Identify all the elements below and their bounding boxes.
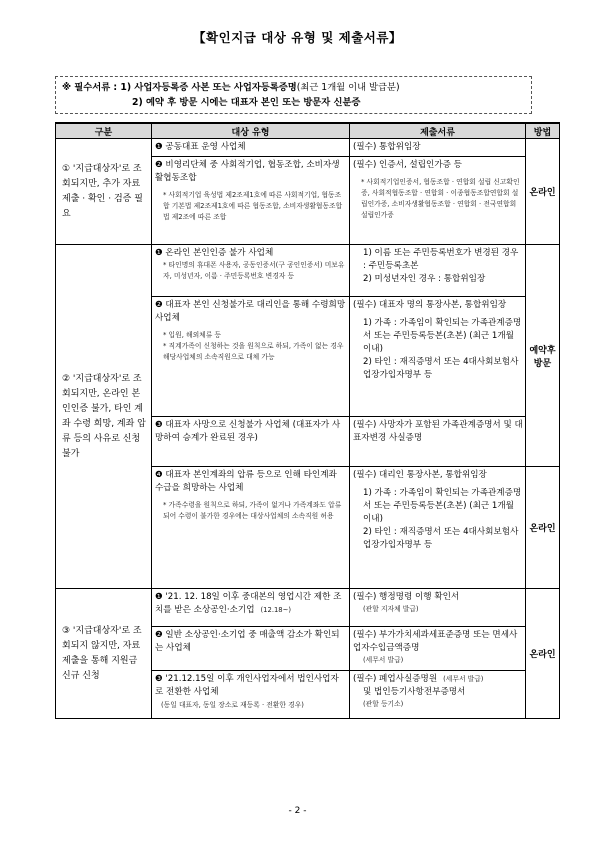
group1-row1-type bbox=[152, 139, 350, 157]
group2-row1-type bbox=[152, 245, 350, 297]
doc-label: (필수) 통합위임장 bbox=[353, 142, 421, 152]
required-documents-box bbox=[55, 76, 532, 114]
page-title: 【확인지급 대상 유형 및 제출서류】 bbox=[193, 30, 402, 45]
group2-category: ② '지급대상자'로 조회되지만, 온라인 본인인증 불가, 타인 계좌 수령 희망, 계좌 압류 등의 사유로 신청 불가 bbox=[56, 245, 152, 589]
group3-row2-type bbox=[152, 627, 350, 671]
group2-row2-doc bbox=[350, 297, 526, 417]
group3-method: 온라인 bbox=[526, 589, 560, 719]
header-category: 구분 bbox=[56, 123, 152, 139]
type-note: * 사회적기업 육성법 제2조제1호에 따른 사회적기업, 협동조합 기본법 제2조제1호에 따른 협동조합, 소비자생활협동조합법 제2조에 따른 조합 bbox=[163, 191, 343, 221]
doc-label: (필수) 행정명령 이행 확인서 bbox=[353, 592, 460, 602]
doc-line: 및 법인등기사항전부증명서 bbox=[363, 687, 466, 697]
eligibility-table bbox=[55, 122, 560, 719]
type-label: ❷ 대표자 본인 신청불가로 대리인을 통해 수령희망 사업체 bbox=[155, 300, 346, 323]
header-type: 대상 유형 bbox=[152, 123, 350, 139]
group1-row2-doc bbox=[350, 157, 526, 245]
required-line-2 bbox=[62, 95, 531, 110]
required-line-1-note: (최근 1개월 이내 발급분) bbox=[296, 82, 400, 93]
doc-note: (관할 등기소) bbox=[363, 700, 404, 708]
group2-method-bottom: 온라인 bbox=[526, 467, 560, 589]
required-line-1 bbox=[62, 80, 531, 95]
doc-label: (필수) 대리인 통장사본, 통합위임장 bbox=[353, 470, 487, 480]
doc-note: (세무서 발급) bbox=[443, 675, 484, 683]
doc-line: 1) 이름 또는 주민등록번호가 변경된 경우 : 주민등록초본 bbox=[363, 248, 519, 271]
group2-row3-type bbox=[152, 417, 350, 467]
doc-label: (필수) 부가가치세과세표준증명 또는 면세사업자수입금액증명 bbox=[353, 630, 518, 653]
type-label: ❷ 일반 소상공인·소기업 중 매출액 감소가 확인되는 사업체 bbox=[155, 630, 340, 653]
group1-method: 온라인 bbox=[526, 139, 560, 245]
header-documents: 제출서류 bbox=[350, 123, 526, 139]
doc-line: 2) 미성년자인 경우 : 통합위임장 bbox=[363, 274, 486, 284]
type-note: (12.18~) bbox=[260, 606, 291, 614]
table-row bbox=[56, 589, 560, 627]
table-row bbox=[56, 139, 560, 157]
header-method: 방법 bbox=[526, 123, 560, 139]
doc-line: 2) 타인 : 재직증명서 또는 4대사회보험사업장가입자명부 등 bbox=[363, 527, 519, 550]
doc-note: (관할 지자체 발급) bbox=[363, 605, 419, 613]
required-line-1-main: ※ 필수서류 : 1) 사업자등록증 사본 또는 사업자등록증명 bbox=[62, 82, 297, 93]
type-label: ❹ 대표자 본인계좌의 압류 등으로 인해 타인계좌 수급을 희망하는 사업체 bbox=[155, 470, 337, 493]
page-number: - 2 - bbox=[288, 806, 307, 816]
type-label: ❸ '21.12.15일 이후 개인사업자에서 법인사업자로 전환한 사업체 bbox=[155, 674, 339, 697]
doc-line: 2) 타인 : 재직증명서 또는 4대사회보험사업장가입자명부 등 bbox=[363, 357, 519, 380]
group2-row1-doc bbox=[350, 245, 526, 297]
doc-label: (필수) 폐업사실증명원 bbox=[353, 674, 438, 684]
type-label: ❶ '21. 12. 18일 이후 중대본의 영업시간 제한 조치를 받은 소상공인·소기업 bbox=[155, 592, 342, 615]
required-line-2-main: 2) 예약 후 방문 시에는 bbox=[132, 97, 231, 108]
type-note: (동일 대표자, 동일 장소로 재등록 · 전환한 경우) bbox=[161, 701, 304, 709]
required-line-2-bold: 대표자 본인 또는 방문자 신분증 bbox=[230, 97, 361, 108]
group1-category: ① '지급대상자'로 조회되지만, 추가 자료 제출 · 확인 · 검증 필요 bbox=[56, 139, 152, 245]
type-label: ❸ 대표자 사망으로 신청불가 사업체 (대표자가 사망하여 승계가 완료된 경우) bbox=[155, 420, 341, 443]
group2-row2-type bbox=[152, 297, 350, 417]
group3-row3-type bbox=[152, 671, 350, 719]
doc-note: * 사회적기업인증서, 협동조합 · 연합회 설립 신고확인증, 사회적협동조합 · 연합회 · 이종협동조합연합회 설립인가증, 소비자생활협동조합 · 연합회 · 전국연합회 설립인가증 bbox=[361, 178, 520, 219]
doc-label: (필수) 대표자 명의 통장사본, 통합위임장 bbox=[353, 300, 507, 310]
doc-line: 1) 가족 : 가족임이 확인되는 가족관계증명서 또는 주민등록등본(초본) (최근 1개월 이내) bbox=[363, 488, 522, 524]
type-label: ❷ 비영리단체 중 사회적기업, 협동조합, 소비자생활협동조합 bbox=[155, 160, 340, 183]
type-note: * 가족수령을 원칙으로 하되, 가족이 없거나 가족계좌도 압류되어 수령이 불가한 경우에는 대상사업체의 소속직원 허용 bbox=[163, 501, 342, 520]
group3-category: ③ '지급대상자'로 조회되지 않지만, 자료 제출을 통해 지원금 신규 신청 bbox=[56, 589, 152, 719]
group1-row2-type bbox=[152, 157, 350, 245]
doc-note: (세무서 발급) bbox=[363, 656, 404, 664]
doc-label: (필수) 인증서, 설립인가증 등 bbox=[353, 160, 462, 170]
type-label: ❶ 온라인 본인인증 불가 사업체 bbox=[155, 248, 274, 258]
group2-row4-type bbox=[152, 467, 350, 589]
table-header-row bbox=[56, 123, 560, 139]
table-row bbox=[56, 245, 560, 297]
group3-row1-type bbox=[152, 589, 350, 627]
group2-row3-doc bbox=[350, 417, 526, 467]
type-note: * 입원, 해외체류 등 bbox=[163, 331, 222, 339]
type-note: * 직계가족이 신청하는 것을 원칙으로 하되, 가족이 없는 경우 해당사업체의 소속직원으로 대체 가능 bbox=[163, 342, 344, 361]
doc-line: 1) 가족 : 가족임이 확인되는 가족관계증명서 또는 주민등록등본(초본) (최근 1개월 이내) bbox=[363, 318, 522, 354]
group1-row1-doc bbox=[350, 139, 526, 157]
group2-row4-doc bbox=[350, 467, 526, 589]
type-label: ❶ 공동대표 운영 사업체 bbox=[155, 142, 246, 152]
group3-row2-doc bbox=[350, 627, 526, 671]
group3-row1-doc bbox=[350, 589, 526, 627]
group2-method-top: 예약후 방문 bbox=[526, 245, 560, 467]
group3-row3-doc bbox=[350, 671, 526, 719]
doc-label: (필수) 사망자가 포함된 가족관계증명서 및 대표자변경 사실증명 bbox=[353, 420, 523, 443]
type-note: * 타인명의 휴대폰 사용자, 공동인증서(구 공인인증서) 미보유자, 미성년자, 이름 · 주민등록번호 변경자 등 bbox=[163, 261, 345, 280]
